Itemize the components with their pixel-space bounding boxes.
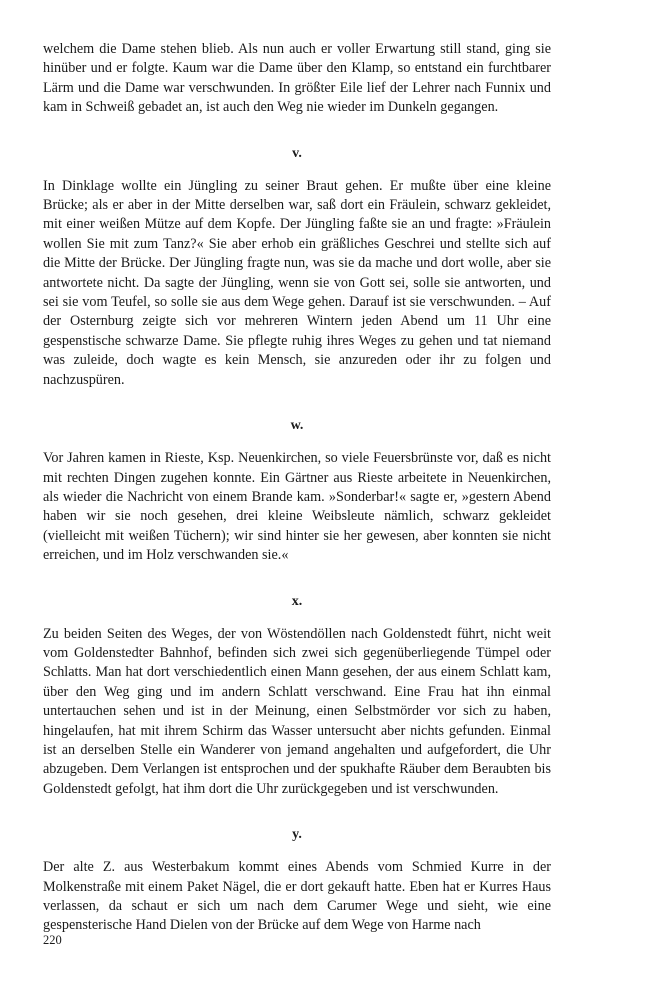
section-heading-x: x. bbox=[291, 593, 303, 609]
paragraph-w: Vor Jahren kamen in Rieste, Ksp. Neuenkirchen, so viele Feuersbrünste vor, daß es nicht mit rechten Dingen zugehen konnte. Ein Gärtner aus Rieste arbeitete in Neuenkirchen, als wieder die Nachricht von einem Brande kam. »Sonderbar!« sagte er, »gestern Abend haben wir sie noch gesehen, drei kleine Weibsleute nämlich, schwarz gekleidet (vielleicht mit weißen Tüchern); wir sind hinter sie her gewesen, aber konnten sie nicht erreichen, und im Holz verschwanden sie.« bbox=[43, 450, 551, 564]
section-spacer bbox=[43, 611, 551, 625]
section-heading-v: v. bbox=[292, 145, 302, 161]
paragraph-x: Zu beiden Seiten des Weges, der von Wöstendöllen nach Goldenstedt führt, nicht weit vom Goldenstedter Bahnhof, befinden sich zwei sich gegenüberliegende Tümpel oder Schlatts. Man hat dort verschiedentlich einen Mann gesehen, der aus einem Schlatt kam, über den Weg ging und im andern Schlatt verschwand. Eine Frau hat ihn einmal untertauchen sehen und ist in der Meinung, einen Selbstmörder vor sich zu haben, hingelaufen, hat mit ihrem Schirm das Wasser untersucht aber nichts gefunden. Einmal ist an derselben Stelle ein Wanderer von jemand angehalten und aufgefordert, die Uhr abzugeben. Dem Verlangen ist entsprochen und der spukhafte Räuber dem Beraubten bis Goldenstedt gefolgt, hat ihm dort die Uhr zurückgegeben und ist verschwunden. bbox=[43, 625, 551, 797]
paragraph-y: Der alte Z. aus Westerbakum kommt eines Abends vom Schmied Kurre in der Molkenstraße mit einem Paket Nägel, die er dort gekauft hatte. Eben hat er Kurres Haus verlassen, da schaut er sich um nach dem Carumer Wege und sieht, wie eine gespensterische Hand Dielen von der Brücke auf dem Wege von Harme nach bbox=[43, 859, 551, 934]
section-heading-w: w. bbox=[290, 418, 304, 434]
page-body bbox=[43, 40, 551, 936]
section-spacer bbox=[43, 799, 551, 825]
section-spacer bbox=[43, 435, 551, 449]
section-spacer bbox=[43, 390, 551, 416]
page-number: 220 bbox=[43, 933, 62, 947]
section-spacer bbox=[43, 118, 551, 144]
paragraph-v: In Dinklage wollte ein Jüngling zu seiner Braut gehen. Er mußte über eine kleine Brücke; als er aber in der Mitte derselben war, saß dort ein Fräulein, schwarz gekleidet, mit einer weißen Mütze auf dem Kopfe. Der Jüngling faßte sie an und fragte: »Fräulein wollen Sie mit zum Tanz?« Sie aber erhob ein gräßliches Geschrei und stellte sich auf die Mitte der Brücke. Der Jüngling fragte nun, was sie da mache und dort wolle, aber sie antwortete nicht. Da sagte der Jüngling, wenn sie von Gott sei, solle sie antworten, und sei sie vom Teufel, so solle sie aus dem Wege gehen. Darauf ist sie verschwunden. – Auf der Osternburg zeigte sich vor mehreren Wintern jeden Abend um 11 Uhr eine gespenstische schwarze Dame. Sie pflegte ruhig ihres Weges zu gehen und tat niemand was zuleide, doch wagte es kein Mensch, sie anzureden oder ihr zu folgen und nachzuspüren. bbox=[43, 177, 551, 388]
section-spacer bbox=[43, 844, 551, 858]
section-spacer bbox=[43, 163, 551, 177]
section-spacer bbox=[43, 566, 551, 592]
section-heading-y: y. bbox=[292, 827, 302, 843]
paragraph-continuation: welchem die Dame stehen blieb. Als nun auch er voller Erwartung still stand, ging sie hinüber und er folgte. Kaum war die Dame über den Klamp, so entstand ein furchtbarer Lärm und die Dame war verschwunden. In größter Eile lief der Lehrer nach Funnix und kam in Schweiß gebadet an, ist auch den Weg nie wieder im Dunkeln gegangen. bbox=[43, 41, 551, 116]
